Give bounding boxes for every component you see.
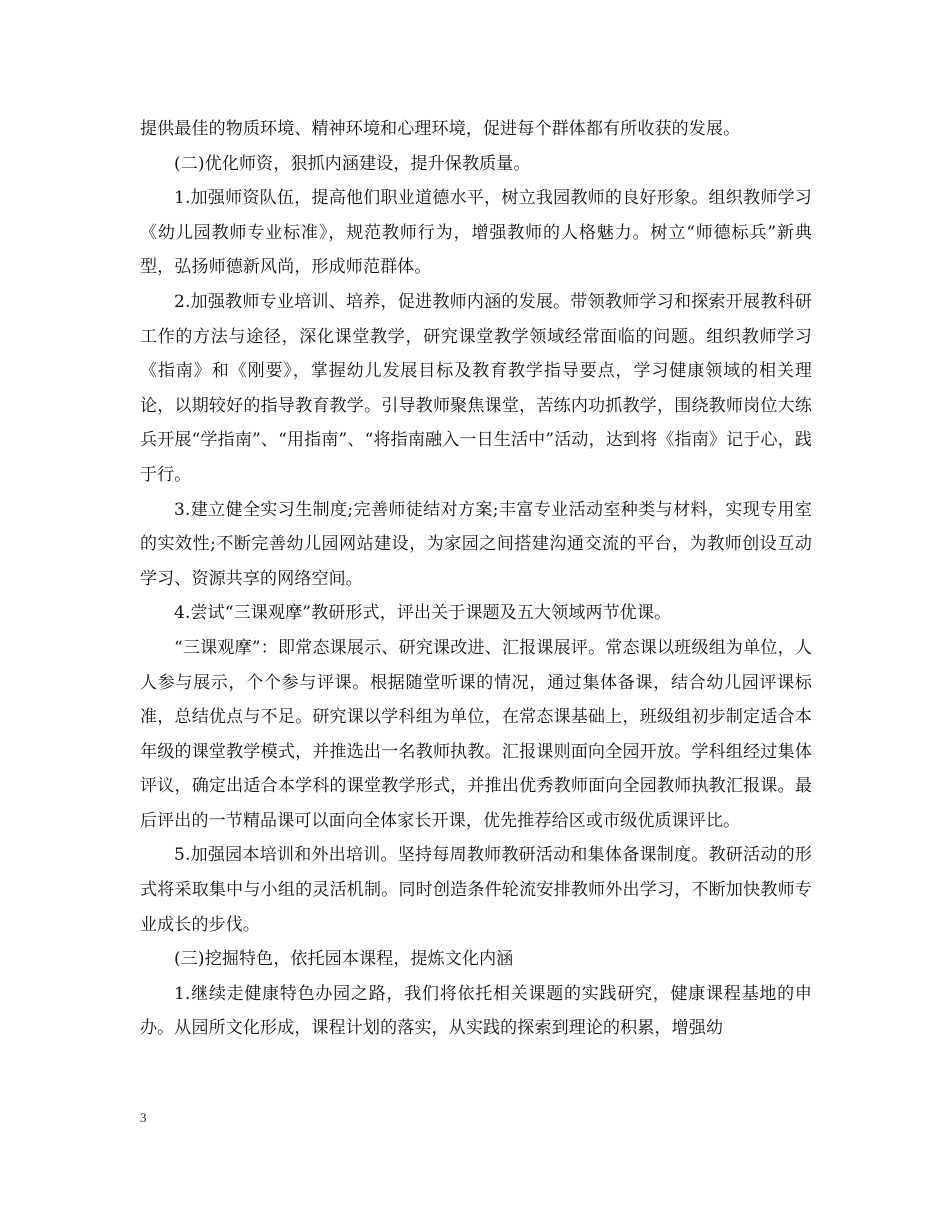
paragraph-item-1: 1.加强师资队伍，提高他们职业道德水平，树立我园教师的良好形象。组织教师学习《幼儿园教师专业标准》，规范教师行为，增强教师的人格魅力。树立“师德标兵”新典型，弘扬师德新风尚，形成师范群体。 <box>140 188 812 278</box>
section-heading-two: (二)优化师资，狠抓内涵建设，提升保教质量。 <box>174 153 531 174</box>
page-number: 3 <box>140 1110 147 1125</box>
paragraph-continuation: 提供最佳的物质环境、精神环境和心理环境，促进每个群体都有所收获的发展。 <box>140 119 741 139</box>
paragraph-item-5: 5.加强园本培训和外出培训。坚持每周教师教研活动和集体备课制度。教研活动的形式将采取集中与小组的灵活机制。同时创造条件轮流安排教师外出学习，不断加快教师专业成长的步伐。 <box>140 845 812 935</box>
section-heading-three: (三)挖掘特色，依托园本课程，提炼文化内涵 <box>174 949 514 970</box>
paragraph-item-4: 4.尝试“三课观摩”教研形式，评出关于课题及五大领域两节优课。 <box>174 603 672 624</box>
paragraph-item-2: 2.加强教师专业培训、培养，促进教师内涵的发展。带领教师学习和探索开展教科研工作的方法与途径，深化课堂教学，研究课堂教学领域经常面临的问题。组织教师学习《指南》和《刚要》，掌握幼儿发展目标及教育教学指导要点，学习健康领域的相关理论，以期较好的指导教育教学。引导教师聚焦课堂，苦练内功抓教学，围绕教师岗位大练兵开展“学指南”、“用指南”、“将指南融入一日生活中”活动，达到将《指南》记于心，践于行。 <box>140 291 812 485</box>
paragraph-item-3: 3.建立健全实习生制度;完善师徒结对方案;丰富专业活动室种类与材料，实现专用室的实效性;不断完善幼儿园网站建设，为家园之间搭建沟通交流的平台，为教师创设互动学习、资源共享的网络空间。 <box>140 499 812 589</box>
paragraph-three-lesson-explanation: “三课观摩”：即常态课展示、研究课改进、汇报课展评。常态课以班级组为单位，人人参与展示，个个参与评课。根据随堂听课的情况，通过集体备课，结合幼儿园评课标准，总结优点与不足。研究课以学科组为单位，在常态课基础上，班级组初步制定适合本年级的课堂教学模式，并推选出一名教师执教。汇报课则面向全园开放。学科组经过集体评议，确定出适合本学科的课堂教学形式，并推出优秀教师面向全园教师执教汇报课。最后评出的一节精品课可以面向全体家长开课，优先推荐给区或市级优质课评比。 <box>140 637 812 831</box>
document-body <box>140 112 812 1046</box>
paragraph-item-1-section-three: 1.继续走健康特色办园之路，我们将依托相关课题的实践研究，健康课程基地的申办。从园所文化形成，课程计划的落实，从实践的探索到理论的积累，增强幼 <box>140 983 812 1039</box>
